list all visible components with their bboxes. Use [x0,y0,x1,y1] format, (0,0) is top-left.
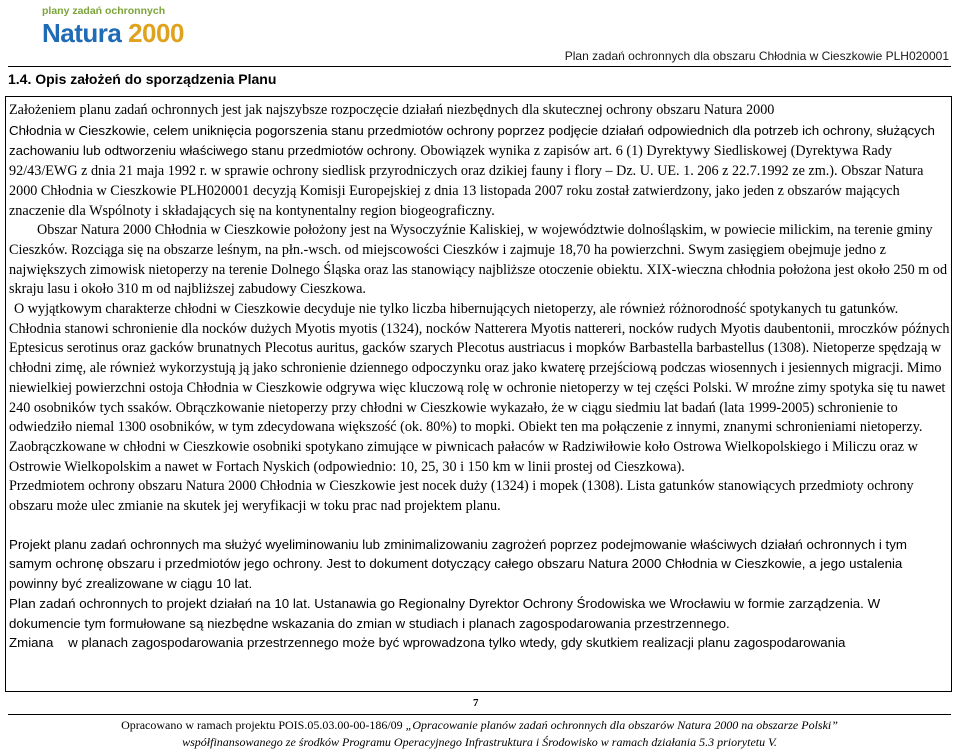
page-number: 7 [473,697,479,709]
paragraph-5: Projekt planu zadań ochronnych ma służyć wyeliminowaniu lub zminimalizowaniu zagrożeń poprzez podejmowanie właściwych działań ochronnych i tym samym ochronę obszaru i przedmiotów jego ochrony. Jest to dokument dotyczący całego obszaru Natura 2000 Chłodnia w Cieszkowie, a jego ustalenia powinny być zrealizowane w ciągu 10 lat. [9,536,907,592]
logo-brand: Natura 2000 [42,18,184,48]
document-title: Plan zadań ochronnych dla obszaru Chłodnia w Cieszkowie PLH020001 [564,49,949,63]
footer-divider [8,714,951,715]
header-divider [8,66,951,67]
section-heading: 1.4. Opis założeń do sporządzenia Planu [8,71,277,87]
paragraph-7: Zmiana w planach zagospodarowania przestrzennego może być wprowadzona tylko wtedy, gdy skutkiem realizacji planu zagospodarowania [9,635,846,651]
paragraph-1: Założeniem planu zadań ochronnych jest jak najszybsze rozpoczęcie działań niezbędnych dla skutecznej ochrony obszaru Natura 2000 Chłodnia w Cieszkowie, celem uniknięcia pogorszenia stanu przedmiotów ochrony poprzez podjęcie działań odpowiednich dla potrzeb ich ochrony, służących zachowaniu lub odtworzeniu właściwego stanu przedmiotów ochrony. Obowiązek wynika z zapisów art. 6 (1) Dyrektywy Siedliskowej (Dyrektywa Rady 92/43/EWG z dnia 21 maja 1992 r. w sprawie ochrony siedlisk przyrodniczych oraz dzikiej fauny i flory – Dz. U. UE. 1. 206 z 22.7.1992 ze zm.). Obszar Natura 2000 Chłodnia w Cieszkowie PLH020001 decyzją Komisji Europejskiej z dnia 13 listopada 2007 roku został zatwierdzony, jako jeden z obszarów mających znaczenie dla Wspólnoty i składających się na kontynentalny region biogeograficzny. [9,102,935,219]
page-header [0,0,959,68]
logo-tagline: plany zadań ochronnych [42,5,166,17]
paragraph-6: Plan zadań ochronnych to projekt działań na 10 lat. Ustanawia go Regionalny Dyrektor Ochrony Środowiska we Wrocławiu w formie zarządzenia. W dokumencie tym formułowane są niezbędne wskazania do zmian w studiach i planach zagospodarowania przestrzennego. [9,595,881,631]
paragraph-2: Obszar Natura 2000 Chłodnia w Cieszkowie położony jest na Wysoczyźnie Kaliskiej, w województwie dolnośląskim, w powiecie milickim, na terenie gminy Cieszków. Rozciąga się na obszarze leśnym, na płn.-wsch. od miejscowości Cieszków i zajmuje 18,70 ha powierzchni. Swym zasięgiem obejmuje jedno z największych zimowisk nietoperzy na terenie Dolnego Śląska oraz las stanowiący najbliższe otoczenie obiektu. XIX-wieczna chłodnia położona jest około 250 m od skraju lasu i około 310 m od najbliższej zabudowy Cieszkowa. [9,222,948,298]
natura-2000-logo [34,3,184,48]
paragraph-3: O wyjątkowym charakterze chłodni w Cieszkowie decyduje nie tylko liczba hibernujących nietoperzy, ale również różnorodność spotykanych tu gatunków. Chłodnia stanowi schronienie dla nocków dużych Myotis myotis (1324), nocków Natterera Myotis nattereri, nocków rudych Myotis daubentonii, mroczków późnych Eptesicus serotinus oraz gacków brunatnych Plecotus auritus, gacków szarych Plecotus austriacus i mopków Barbastella barbastellus (1308). Nietoperze spędzają w chłodni zimę, ale również wykorzystują ją jako schronienie dziennego odpoczynku oraz jako kwaterę przejściową podczas wiosennych i jesiennych migracji. Mimo niewielkiej powierzchni ostoja Chłodnia w Cieszkowie odgrywa więc kluczową rolę w ochronie nietoperzy w tej części Polski. W mroźne zimy spotyka się tu nawet 240 osobników tych ssaków. Obrączkowanie nietoperzy przy chłodni w Cieszkowie wykazało, że w ciągu siedmiu lat badań (lata 1999-2005) schronienie to odwiedziło niemal 1300 osobników, w tym zdecydowana większość (ok. 80%) to mopki. Obiekt ten ma połączenie z innymi, znanymi schronieniami nietoperzy. Zaobrączkowane w chłodni w Cieszkowie osobniki spotykano zimujące w piwnicach pałaców w Radziwiłowie koło Ostrowa Wielkopolskiego i Miliczu oraz w Ostrowie Wielkopolskim a nawet w Fortach Nyskich (odpowiednio: 10, 25, 30 i 150 km w linii prostej od Cieszkowa). [9,301,950,475]
document-body [9,101,951,653]
footer-line-2: współfinansowanego ze środków Programu Operacyjnego Infrastruktura i Środowisko w ramach działania 5.3 priorytetu V. [182,735,777,749]
footer-line-1: Opracowano w ramach projektu POIS.05.03.00-00-186/09 „Opracowanie planów zadań ochronnych dla obszarów Natura 2000 na obszarze Polski” [121,718,838,732]
paragraph-4: Przedmiotem ochrony obszaru Natura 2000 Chłodnia w Cieszkowie jest nocek duży (1324) i mopek (1308). Lista gatunków stanowiących przedmioty ochrony obszaru może ulec zmianie na skutek jej weryfikacji w toku prac nad projektem planu. [9,478,914,515]
page-footer [0,717,959,751]
